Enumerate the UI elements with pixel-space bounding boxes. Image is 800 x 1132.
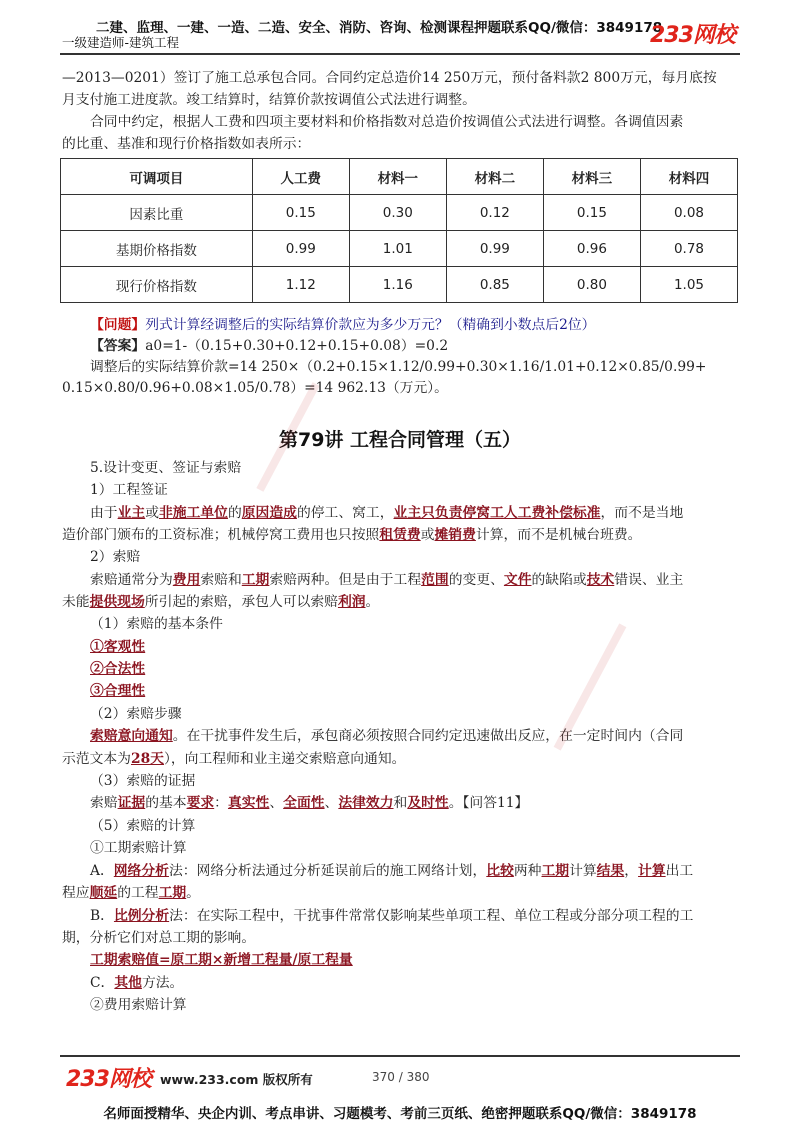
highlight-term: 顺延 xyxy=(89,885,118,901)
text: ： xyxy=(214,795,228,811)
table-header-cell: 材料一 xyxy=(349,159,446,195)
evidence-line xyxy=(90,792,528,814)
answer-text: a0=1-（0.15+0.30+0.12+0.15+0.08）=0.2 xyxy=(145,338,449,354)
table-header-cell: 人工费 xyxy=(252,159,349,195)
text: 和 xyxy=(393,795,408,811)
table-header-cell: 可调项目 xyxy=(61,159,253,195)
method-a-line-2 xyxy=(62,882,200,904)
highlight-term: 非施工单位 xyxy=(158,505,228,521)
text: 计算 xyxy=(569,863,597,879)
text: 法：网络分析法通过分析延误前后的施工网络计划， xyxy=(168,863,487,879)
table-cell: 0.15 xyxy=(543,195,640,231)
text: 。【问答11】 xyxy=(448,795,529,811)
question-tag: 【问题】 xyxy=(90,317,146,333)
highlight-term: 提供现场 xyxy=(89,594,145,610)
method-a-line-1 xyxy=(90,860,693,882)
table-cell: 1.16 xyxy=(349,267,446,303)
highlight-term: 结果 xyxy=(596,863,625,879)
text: 、 xyxy=(269,795,284,811)
table-row xyxy=(61,231,738,267)
text: 、 xyxy=(324,795,339,811)
highlight-term: 真实性 xyxy=(227,795,270,811)
text: 索赔通常分为 xyxy=(90,572,173,588)
table-row-label: 基期价格指数 xyxy=(61,231,253,267)
text: ， xyxy=(624,863,639,879)
table-cell: 0.78 xyxy=(640,231,737,267)
text: 未能 xyxy=(62,594,90,610)
basic-conditions-heading: （1）索赔的基本条件 xyxy=(90,616,223,632)
highlight-term: 比例分析 xyxy=(113,908,170,924)
text: 索赔 xyxy=(90,795,118,811)
table-cell: 1.12 xyxy=(252,267,349,303)
highlight-term: 利润 xyxy=(337,594,366,610)
condition-item: ①客观性 xyxy=(90,639,146,655)
highlight-term: 文件 xyxy=(503,572,532,588)
calc-sub-heading: ②费用索赔计算 xyxy=(90,997,187,1013)
table-cell: 0.15 xyxy=(252,195,349,231)
highlight-term: 范围 xyxy=(421,572,449,588)
text: C． xyxy=(90,975,115,991)
highlight-term: 网络分析 xyxy=(113,863,169,879)
text: 造价部门颁布的工资标准；机械停窝工费用也只按照 xyxy=(62,527,380,543)
intro-line-4: 的比重、基准和现行价格指数如表所示： xyxy=(62,136,311,152)
method-b-line-1 xyxy=(90,905,693,927)
highlight-term: 费用 xyxy=(172,572,201,588)
table-cell: 1.05 xyxy=(640,267,737,303)
table-header-row xyxy=(61,159,738,195)
section-heading: 5.设计变更、签证与索赔 xyxy=(90,460,242,476)
footer-site: www.233.com 版权所有 xyxy=(160,1072,313,1087)
lecture-title: 第79讲 工程合同管理（五） xyxy=(278,429,522,451)
highlight-term: 其他 xyxy=(114,975,142,991)
condition-item: ③合理性 xyxy=(90,683,146,699)
step-line-1 xyxy=(90,725,683,747)
method-c-line xyxy=(90,972,183,994)
evidence-heading: （3）索赔的证据 xyxy=(90,773,196,789)
text: 索赔两种。但是由于工程 xyxy=(269,572,422,588)
visa-line-1 xyxy=(90,502,683,524)
text: 的停工、窝工， xyxy=(296,505,394,521)
highlight-term: 原因造成 xyxy=(241,505,297,521)
table-row xyxy=(61,195,738,231)
text: 法：在实际工程中，干扰事件常常仅影响某些单项工程、单位工程或分部分项工程的工 xyxy=(169,908,694,924)
table-row-label: 现行价格指数 xyxy=(61,267,253,303)
highlight-term: 全面性 xyxy=(283,795,325,811)
subsection-heading: 1）工程签证 xyxy=(90,482,168,498)
highlight-term: 业主只负责停窝工人工费补偿标准 xyxy=(393,505,601,521)
header-ad-text: 二建、监理、一建、一造、二造、安全、消防、咨询、检测课程押题联系QQ/微信：3849178 xyxy=(96,20,663,36)
header-divider xyxy=(60,53,740,55)
highlight-term: 比较 xyxy=(486,863,514,879)
text: 或 xyxy=(420,527,435,543)
highlight-term: 28天 xyxy=(130,751,164,767)
price-index-table xyxy=(60,158,738,303)
highlight-term: 租赁费 xyxy=(379,527,421,543)
table-header-cell: 材料四 xyxy=(640,159,737,195)
brand-logo: 233网校 xyxy=(650,23,735,48)
condition-item: ②合法性 xyxy=(90,661,146,677)
highlight-term: 及时性 xyxy=(407,795,449,811)
highlight-term: 计算 xyxy=(638,863,666,879)
table-cell: 0.99 xyxy=(252,231,349,267)
text: 的变更、 xyxy=(448,572,504,588)
text: 由于 xyxy=(90,505,118,521)
page-number: 370 / 380 xyxy=(372,1070,430,1084)
table-cell: 0.12 xyxy=(446,195,543,231)
question-line xyxy=(90,314,595,336)
highlight-term: 要求 xyxy=(186,795,215,811)
subsection-heading: 2）索赔 xyxy=(90,549,141,565)
table-cell: 0.08 xyxy=(640,195,737,231)
highlight-term: 摊销费 xyxy=(434,527,476,543)
table-cell: 0.80 xyxy=(543,267,640,303)
text: 索赔和 xyxy=(200,572,242,588)
highlight-term: 工期 xyxy=(241,572,270,588)
text: 计算，而不是机械台班费。 xyxy=(475,527,642,543)
text: 两种 xyxy=(513,863,542,879)
text: 方法。 xyxy=(141,975,184,991)
table-cell: 0.85 xyxy=(446,267,543,303)
table-header-cell: 材料二 xyxy=(446,159,543,195)
intro-line-2: 月支付施工进度款。竣工结算时，结算价款按调值公式法进行调整。 xyxy=(62,92,476,108)
answer-line-2: 调整后的实际结算价款=14 250×（0.2+0.15×1.12/0.99+0.30×1.16/1.01+0.12×0.85/0.99+ xyxy=(90,359,707,375)
footer-divider xyxy=(60,1055,740,1057)
text: 的缺陷或 xyxy=(531,572,587,588)
highlight-term: 工期 xyxy=(158,885,187,901)
text: 。 xyxy=(365,594,380,610)
highlight-term: 技术 xyxy=(586,572,615,588)
text: 的基本 xyxy=(145,795,187,811)
table-cell: 0.30 xyxy=(349,195,446,231)
text: 或 xyxy=(145,505,159,521)
footer-brand-logo: 233网校 xyxy=(66,1067,151,1092)
formula: 工期索赔值=原工期×新增工程量/原工程量 xyxy=(90,952,353,968)
footer-ad-text: 名师面授精华、央企内训、考点串讲、习题模考、考前三页纸、绝密押题联系QQ/微信：3849178 xyxy=(103,1106,697,1122)
highlight-term: 工期 xyxy=(541,863,570,879)
highlight-term: 证据 xyxy=(117,795,146,811)
highlight-term: 业主 xyxy=(117,505,146,521)
claim-line-2 xyxy=(62,591,379,613)
intro-line-1: —2013—0201）签订了施工总承包合同。合同约定总造价14 250万元，预付备料款2 800万元，每月底按 xyxy=(62,70,717,86)
text: B． xyxy=(90,908,114,924)
step-line-2 xyxy=(62,748,405,770)
intro-line-3: 合同中约定，根据人工费和四项主要材料和价格指数对总造价按调值公式法进行调整。各调值因素 xyxy=(90,114,684,130)
text: 的 xyxy=(227,505,242,521)
calc-sub-heading: ①工期索赔计算 xyxy=(90,840,187,856)
table-cell: 1.01 xyxy=(349,231,446,267)
text: ），向工程师和业主递交索赔意向通知。 xyxy=(163,751,406,767)
answer-tag: 【答案】 xyxy=(90,338,146,354)
answer-line-1 xyxy=(90,335,448,357)
text: 程应 xyxy=(62,885,90,901)
table-cell: 0.99 xyxy=(446,231,543,267)
text: A． xyxy=(90,863,114,879)
table-header-cell: 材料三 xyxy=(543,159,640,195)
highlight-term: 索赔意向通知 xyxy=(90,728,173,744)
header-subtitle: 一级建造师-建筑工程 xyxy=(62,35,180,50)
steps-heading: （2）索赔步骤 xyxy=(90,706,182,722)
table-row-label: 因素比重 xyxy=(61,195,253,231)
text: 。 xyxy=(186,885,200,901)
text: 的工程 xyxy=(117,885,159,901)
text: 。在干扰事件发生后，承包商必须按照合同约定迅速做出反应，在一定时间内（合同 xyxy=(172,728,684,744)
claim-line-1 xyxy=(90,569,683,591)
text: 示范文本为 xyxy=(62,751,131,767)
answer-line-3: 0.15×0.80/0.96+0.08×1.05/0.78）=14 962.13（万元）。 xyxy=(62,380,448,396)
table-row xyxy=(61,267,738,303)
text: 所引起的索赔，承包人可以索赔 xyxy=(144,594,338,610)
highlight-term: 法律效力 xyxy=(338,795,394,811)
calc-heading: （5）索赔的计算 xyxy=(90,818,196,834)
question-text: 列式计算经调整后的实际结算价款应为多少万元？（精确到小数点后2位） xyxy=(145,317,596,333)
visa-line-2 xyxy=(62,524,641,546)
table-cell: 0.96 xyxy=(543,231,640,267)
text: 出工 xyxy=(665,863,694,879)
method-b-line-2: 期，分析它们对总工期的影响。 xyxy=(62,930,256,946)
text: ，而不是当地 xyxy=(600,505,684,521)
text: 错误、业主 xyxy=(614,572,684,588)
